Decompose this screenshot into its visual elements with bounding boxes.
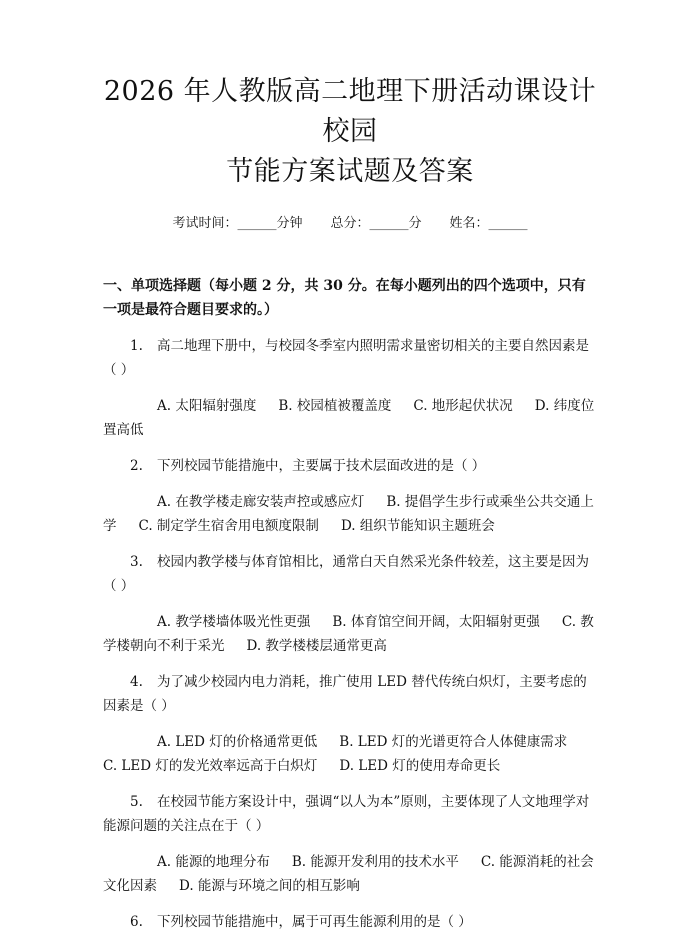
question-options bbox=[103, 850, 597, 898]
title-line-1: 2026 年人教版高二地理下册活动课设计校园 bbox=[103, 76, 597, 147]
question-text: 下列校园节能措施中，主要属于技术层面改进的是（ ） bbox=[157, 458, 486, 474]
exam-name: 姓名：______ bbox=[449, 216, 528, 231]
option: D. 能源与环境之间的相互影响 bbox=[179, 878, 360, 894]
option: A. LED 灯的价格通常更低 bbox=[157, 734, 318, 750]
question-number: 6. bbox=[130, 914, 143, 930]
exam-time: 考试时间：______分钟 bbox=[172, 216, 303, 231]
option: A. 教学楼墙体吸光性更强 bbox=[157, 614, 311, 630]
question bbox=[103, 334, 597, 382]
option: B. 校园植被覆盖度 bbox=[278, 398, 392, 414]
option: A. 太阳辐射强度 bbox=[157, 398, 257, 414]
question-text: 校园内教学楼与体育馆相比，通常白天自然采光条件较差，这主要是因为（ ） bbox=[103, 554, 589, 594]
question bbox=[103, 790, 597, 838]
option: B. 能源开发利用的技术水平 bbox=[291, 854, 459, 870]
option: A. 能源的地理分布 bbox=[157, 854, 270, 870]
option: B. LED 灯的光谱更符合人体健康需求 bbox=[339, 734, 568, 750]
question-options bbox=[103, 610, 597, 658]
question-text: 高二地理下册中，与校园冬季室内照明需求量密切相关的主要自然因素是（ ） bbox=[103, 338, 589, 378]
option: D. 纬度位置高低 bbox=[103, 398, 595, 438]
option: C. 地形起伏状况 bbox=[413, 398, 513, 414]
question-number: 3. bbox=[130, 554, 143, 570]
option: B. 体育馆空间开阔，太阳辐射更强 bbox=[332, 614, 540, 630]
exam-meta bbox=[103, 214, 597, 234]
question-text: 为了减少校园内电力消耗，推广使用 LED 替代传统白炽灯，主要考虑的因素是（ ） bbox=[103, 674, 587, 714]
question-number: 1. bbox=[130, 338, 143, 354]
question-text: 在校园节能方案设计中，强调“以人为本”原则，主要体现了人文地理学对能源问题的关注点在于（ ） bbox=[103, 794, 590, 834]
question-number: 5. bbox=[130, 794, 143, 810]
question bbox=[103, 670, 597, 718]
question-number: 2. bbox=[130, 458, 143, 474]
question-options bbox=[103, 730, 597, 778]
option: C. 能源消耗的社会文化因素 bbox=[103, 854, 594, 894]
section-heading: 一、单项选择题（每小题 2 分，共 30 分。在每小题列出的四个选项中，只有一项是最符合题目要求的。） bbox=[103, 278, 586, 318]
question-options bbox=[103, 490, 597, 538]
option: C. 教学楼朝向不利于采光 bbox=[103, 614, 594, 654]
option: C. 制定学生宿舍用电额度限制 bbox=[138, 518, 319, 534]
question-number: 4. bbox=[130, 674, 143, 690]
title-line-2: 节能方案试题及答案 bbox=[226, 156, 474, 187]
question bbox=[103, 910, 597, 934]
question-text: 下列校园节能措施中，属于可再生能源利用的是（ ） bbox=[157, 914, 472, 930]
question-options bbox=[103, 394, 597, 442]
option: D. 组织节能知识主题班会 bbox=[340, 518, 495, 534]
question bbox=[103, 550, 597, 598]
option: A. 在教学楼走廊安装声控或感应灯 bbox=[157, 494, 365, 510]
option: D. 教学楼楼层通常更高 bbox=[246, 638, 387, 654]
option: C. LED 灯的发光效率远高于白炽灯 bbox=[103, 758, 318, 774]
option: B. 提倡学生步行或乘坐公共交通上学 bbox=[103, 494, 594, 534]
option: D. LED 灯的使用寿命更长 bbox=[339, 758, 501, 774]
document-title bbox=[103, 72, 597, 192]
exam-score: 总分：______分 bbox=[330, 216, 422, 231]
question bbox=[103, 454, 597, 478]
